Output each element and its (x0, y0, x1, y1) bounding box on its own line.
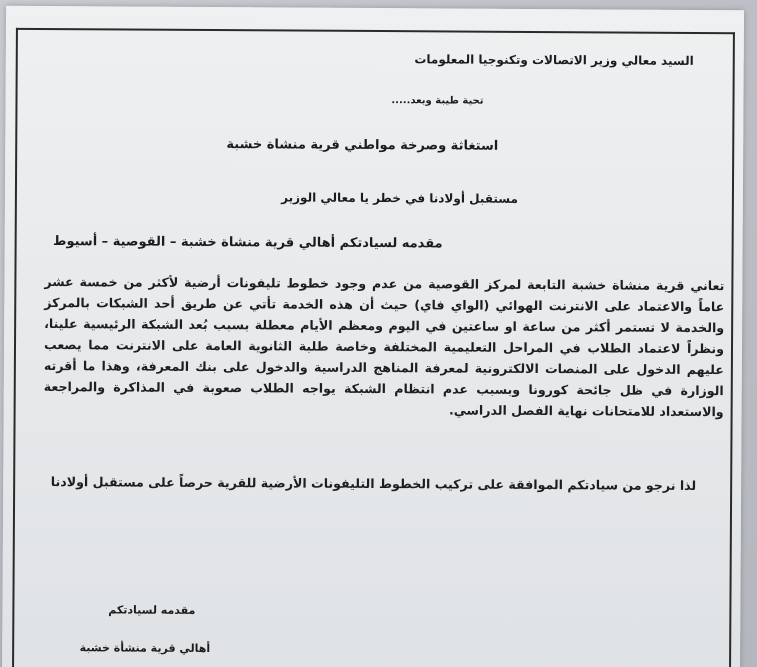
signature-lead: مقدمه لسيادتكم (108, 603, 196, 617)
addressee-line: السيد معالي وزير الاتصالات وتكنوجيا المعلومات (414, 52, 694, 68)
from-line: مقدمه لسيادتكم أهالي قرية منشاة خشبة – القوصية – أسيوط (52, 234, 443, 252)
request-paragraph: لذا نرجو من سيادتكم الموافقة على تركيب الخطوط التليفونات الأرضية للقرية حرصاً على مستقبل أولادنا (50, 474, 697, 493)
signature-name: أهالي قرية منشأة خشبة (79, 641, 211, 656)
paper-sheet (2, 6, 744, 667)
plea-heading: مستقبل أولادنا في خطر يا معالي الوزير (281, 190, 518, 206)
body-paragraph: تعاني قرية منشاة خشبة التابعة لمركز القوصية من عدم وجود خطوط تليفونات أرضية لأكثر من خمسة عشر عاماً والاعتماد على الانترنت الهوائي (الواي فاي) حيث أن هذه الخدمة تأتي عن طريق أحد الشبكات بالمركز والخدمة لا تستمر أكثر من ساعة او ساعتين في اليوم ومعظم الأيام معطلة بسبب بُعد الشبكة الرئيسية علينا، ونظراً لاعتماد الطلاب في المراحل التعليمية المختلفة وخاصة طلبة الثانوية العامة على الانترنت مما يصعب عليهم الدخول على المنصات الالكترونية لمعرفة المناهج الدراسية والدخول على بنك المعرفة، وهذا ما أقرته الوزارة في ظل جائحة كورونا وبسبب عدم انتظام الشبكة يواجه الطلاب صعوبة في المذاكرة والمراجعة والاستعداد للامتحانات نهاية الفصل الدراسي. (43, 273, 725, 420)
letter-body (44, 271, 725, 422)
greeting-line: تحية طيبة وبعد..... (391, 95, 484, 107)
subject-heading: استغاثة وصرخة مواطني قرية منشاة خشبة (226, 137, 499, 154)
